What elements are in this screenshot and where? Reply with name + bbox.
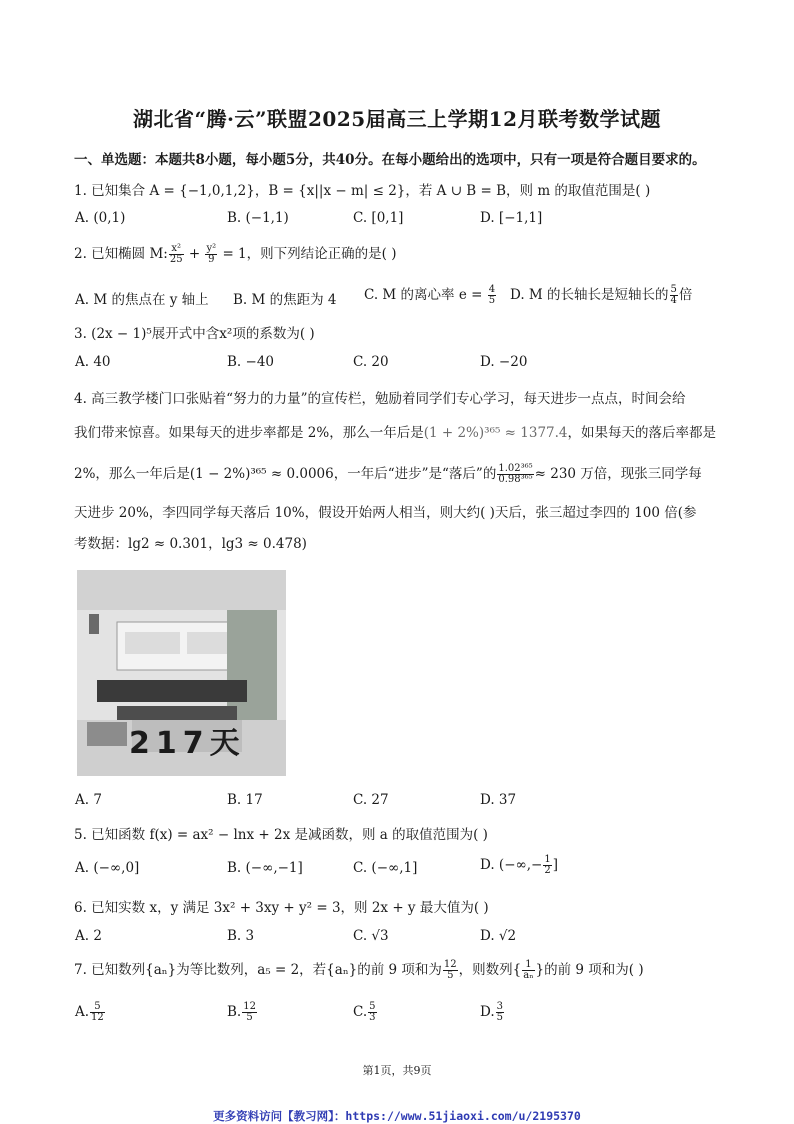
q4-ratio-den: 0.98³⁶⁵ <box>498 474 533 485</box>
q2-frac-y-num: y² <box>206 243 217 254</box>
q2-option-d-frac <box>670 285 678 306</box>
q5-option-d-den: 2 <box>544 865 551 876</box>
q7-sum-frac <box>443 960 458 981</box>
q1-option-d[interactable]: D. [−1,1] <box>480 210 543 226</box>
question-4-line-4: 天进步 20%，李四同学每天落后 10%，假设开始两人相当，则大约( )天后，张三超过李四的 100 倍(参 <box>74 505 697 521</box>
question-4-line-5: 考数据：lg2 ≈ 0.301，lg3 ≈ 0.478) <box>74 536 307 552</box>
q2-option-c-label: C. M 的离心率 e = <box>364 287 487 303</box>
q2-option-b[interactable]: B. M 的焦距为 4 <box>233 292 337 308</box>
q2-stem-end: = 1，则下列结论正确的是( ) <box>218 246 397 262</box>
q4-option-d[interactable]: D. 37 <box>480 792 517 808</box>
q7-option-a-letter: A. <box>75 1004 90 1020</box>
q4-line2-end: ，如果每天的落后率都是 <box>567 425 717 441</box>
q1-option-a[interactable]: A. (0,1) <box>75 210 126 226</box>
poster-photo <box>77 570 286 776</box>
q7-option-b-num: 12 <box>243 1001 256 1012</box>
q7-option-d-num: 3 <box>496 1001 504 1012</box>
q4-option-b[interactable]: B. 17 <box>227 792 263 808</box>
q4-option-a[interactable]: A. 7 <box>75 792 102 808</box>
q7-stem-mid: ，则数列{ <box>458 962 522 978</box>
question-5-stem: 5. 已知函数 f(x) = ax² − lnx + 2x 是减函数，则 a 的取值范围为( ) <box>74 827 488 843</box>
q3-option-a[interactable]: A. 40 <box>75 354 111 370</box>
poster-countdown-text: 217天 <box>129 726 246 761</box>
page-footer: 第1页，共9页 <box>362 1064 432 1077</box>
q7-option-d-frac <box>496 1002 504 1023</box>
q7-stem-start: 7. 已知数列{aₙ}为等比数列，a₅ = 2，若{aₙ}的前 9 项和为 <box>74 962 442 978</box>
q2-option-c-frac <box>488 285 496 306</box>
q2-option-d-num: 5 <box>670 284 677 295</box>
q4-line3-end: ≈ 230 万倍，现张三同学每 <box>534 466 702 482</box>
question-2-stem <box>74 242 396 265</box>
question-3-stem: 3. (2x − 1)⁵展开式中含x²项的系数为( ) <box>74 326 315 342</box>
q2-frac-x-num: x² <box>169 244 184 255</box>
q2-frac-x <box>169 244 184 265</box>
q6-option-b[interactable]: B. 3 <box>227 928 255 944</box>
q4-option-c[interactable]: C. 27 <box>353 792 389 808</box>
q2-plus: + <box>184 246 205 262</box>
question-4-line-1: 4. 高三教学楼门口张贴着“努力的力量”的宣传栏，勉励着同学们专心学习，每天进步一点点，时间会给 <box>74 391 686 407</box>
q7-option-d[interactable] <box>480 1002 505 1023</box>
q7-option-a-frac <box>90 1002 105 1023</box>
page-title: 湖北省“腾·云”联盟2025届高三上学期12月联考数学试题 <box>133 107 661 131</box>
q2-frac-y <box>205 244 217 265</box>
q6-option-c[interactable]: C. √3 <box>353 928 389 944</box>
q4-line2-start: 我们带来惊喜。如果每天的进步率都是 2%，那么一年后是 <box>74 425 424 441</box>
q1-option-b[interactable]: B. (−1,1) <box>227 210 289 226</box>
q7-option-b-letter: B. <box>227 1004 242 1020</box>
question-6-stem: 6. 已知实数 x，y 满足 3x² + 3xy + y² = 3，则 2x + y 最大值为( ) <box>74 900 489 916</box>
q5-option-d[interactable] <box>480 855 558 876</box>
q4-line3-start: 2%，那么一年后是(1 − 2%)³⁶⁵ ≈ 0.0006，一年后“进步”是“落后”的 <box>74 466 497 482</box>
q6-option-a[interactable]: A. 2 <box>75 928 102 944</box>
q2-option-d-den: 4 <box>670 295 677 306</box>
q5-option-d-label: D. (−∞,− <box>480 857 543 873</box>
q4-line2-formula: (1 + 2%)³⁶⁵ ≈ 1377.4 <box>423 425 568 441</box>
q2-frac-y-den: 9 <box>208 254 215 265</box>
q5-option-d-tail: ] <box>552 857 559 873</box>
q2-option-c-num: 4 <box>488 284 496 295</box>
q3-option-c[interactable]: C. 20 <box>353 354 389 370</box>
q7-option-d-den: 5 <box>496 1012 504 1023</box>
question-4-line-3 <box>74 462 702 485</box>
q2-frac-x-den: 25 <box>169 254 183 265</box>
section-heading: 一、单选题：本题共8小题，每小题5分，共40分。在每小题给出的选项中，只有一项是符合题目要求的。 <box>74 152 706 168</box>
q6-option-d[interactable]: D. √2 <box>480 928 517 944</box>
resource-link[interactable]: 更多资料访问【教习网】：https://www.51jiaoxi.com/u/2195370 <box>213 1109 581 1123</box>
q5-option-b[interactable]: B. (−∞,−1] <box>227 860 303 876</box>
question-7-stem <box>74 958 644 981</box>
q7-option-d-letter: D. <box>480 1004 495 1020</box>
q7-option-c-den: 3 <box>369 1012 376 1023</box>
q5-option-d-num: 1 <box>544 854 551 865</box>
q7-option-a[interactable] <box>75 1002 106 1023</box>
q1-option-c[interactable]: C. [0,1] <box>353 210 404 226</box>
q7-sum-num: 12 <box>443 959 457 970</box>
q5-option-d-frac <box>543 855 551 876</box>
q7-option-c-num: 5 <box>369 1001 376 1012</box>
q2-option-d[interactable] <box>510 283 692 306</box>
q7-recip-den: aₙ <box>523 970 534 981</box>
q5-option-a[interactable]: A. (−∞,0] <box>75 860 140 876</box>
q2-option-c-den: 5 <box>488 295 496 306</box>
q2-stem-start: 2. 已知椭圆 M: <box>74 246 168 262</box>
q2-option-a[interactable]: A. M 的焦点在 y 轴上 <box>75 292 209 308</box>
q7-sum-den: 5 <box>447 970 454 981</box>
q2-option-d-label: D. M 的长轴长是短轴长的 <box>510 287 669 303</box>
q7-option-a-den: 12 <box>91 1012 104 1023</box>
q7-recip-frac <box>522 960 534 981</box>
q2-option-c[interactable] <box>364 283 497 306</box>
q7-option-b[interactable] <box>227 1002 258 1023</box>
question-1-stem: 1. 已知集合 A = {−1,0,1,2}，B = {x||x − m| ≤ 2}，若 A ∪ B = B，则 m 的取值范围是( ) <box>74 183 651 199</box>
q7-option-c[interactable] <box>353 1002 378 1023</box>
q4-ratio-frac <box>497 464 533 485</box>
q4-ratio-num: 1.02³⁶⁵ <box>498 463 533 474</box>
q7-stem-end: }的前 9 项和为( ) <box>535 962 644 978</box>
q7-option-b-frac <box>242 1002 257 1023</box>
q7-recip-num: 1 <box>522 960 534 971</box>
q5-option-c[interactable]: C. (−∞,1] <box>353 860 418 876</box>
q3-option-b[interactable]: B. −40 <box>227 354 274 370</box>
question-4-line-2 <box>74 421 716 441</box>
q7-option-c-frac <box>368 1002 376 1023</box>
q7-option-b-den: 5 <box>246 1012 253 1023</box>
q3-option-d[interactable]: D. −20 <box>480 354 528 370</box>
q7-option-a-num: 5 <box>90 1002 105 1013</box>
q2-option-d-tail: 倍 <box>678 287 693 303</box>
q7-option-c-letter: C. <box>353 1004 368 1020</box>
